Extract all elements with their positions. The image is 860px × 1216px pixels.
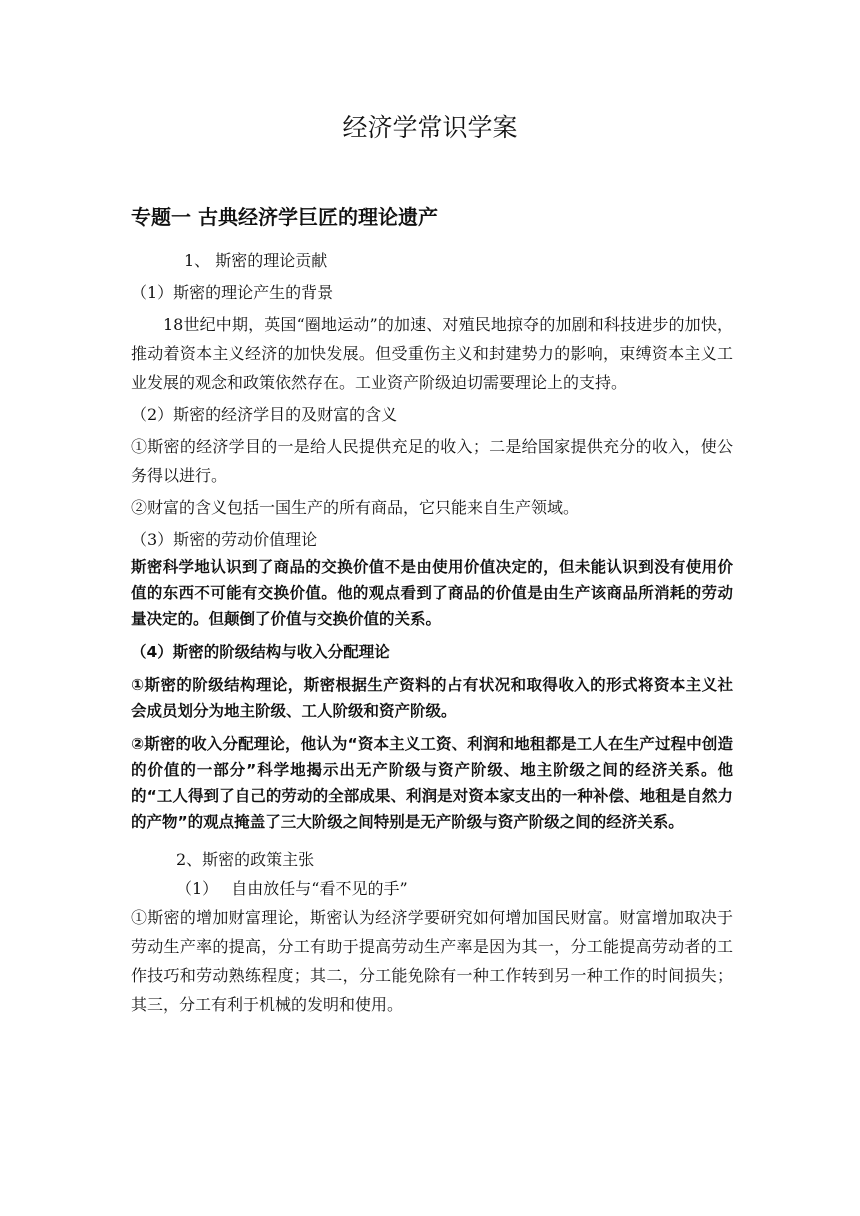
section1-sub4-item2: ②斯密的收入分配理论，他认为“资本主义工资、利润和地租都是工人在生产过程中创造的价值的一部分”科学地揭示出无产阶级与资产阶级、地主阶级之间的经济关系。他的“工人得到了自己的劳动的全部成果、利润是对资本家支出的一种补偿、地租是自然力的产物”的观点掩盖了三大阶级之间特别是无产阶级与资产阶级之间的经济关系。 (131, 735, 733, 831)
section1-sub4-item1: ①斯密的阶级结构理论，斯密根据生产资料的占有状况和取得收入的形式将资本主义社会成员划分为地主阶级、工人阶级和资产阶级。 (131, 676, 733, 720)
section2-sub1-item1: ①斯密的增加财富理论，斯密认为经济学要研究如何增加国民财富。财富增加取决于劳动生产率的提高，分工有助于提高劳动生产率是因为其一，分工能提高劳动者的工作技巧和劳动熟练程度；其二，分工能免除有一种工作转到另一种工作的时间损失；其三，分工有利于机械的发明和使用。 (131, 908, 733, 1014)
section1-sub1-text: 18世纪中期，英国“圈地运动”的加速、对殖民地掠夺的加剧和科技进步的加快，推动着资本主义经济的加快发展。但受重伤主义和封建势力的影响，束缚资本主义工业发展的观念和政策依然存在。工业资产阶级迫切需要理论上的支持。 (131, 315, 733, 392)
section2-heading: 2、斯密的政策主张 (176, 850, 315, 869)
topic-heading: 专题一 古典经济学巨匠的理论遗产 (131, 205, 438, 229)
section1-sub2-item2: ②财富的含义包括一国生产的所有商品，它只能来自生产领域。 (131, 498, 580, 517)
document-body (131, 246, 733, 1019)
section1-sub3-text: 斯密科学地认识到了商品的交换价值不是由使用价值决定的，但未能认识到没有使用价值的东西不可能有交换价值。他的观点看到了商品的价值是由生产该商品所消耗的劳动量决定的。但颠倒了价值与交换价值的关系。 (131, 558, 733, 628)
section1-sub4-heading: （4）斯密的阶级结构与收入分配理论 (131, 643, 390, 661)
section1-sub2-heading: （2）斯密的经济学目的及财富的含义 (131, 405, 398, 424)
section1-heading: 1、 斯密的理论贡献 (184, 251, 328, 270)
document-title: 经济学常识学案 (342, 113, 518, 142)
section1-sub3-heading: （3）斯密的劳动价值理论 (131, 530, 318, 549)
section2-sub1-heading: （1） 自由放任与“看不见的手” (176, 879, 408, 898)
section1-sub1-heading: （1）斯密的理论产生的背景 (131, 283, 334, 302)
section1-sub2-item1: ①斯密的经济学目的一是给人民提供充足的收入；二是给国家提供充分的收入，使公务得以进行。 (131, 437, 733, 485)
